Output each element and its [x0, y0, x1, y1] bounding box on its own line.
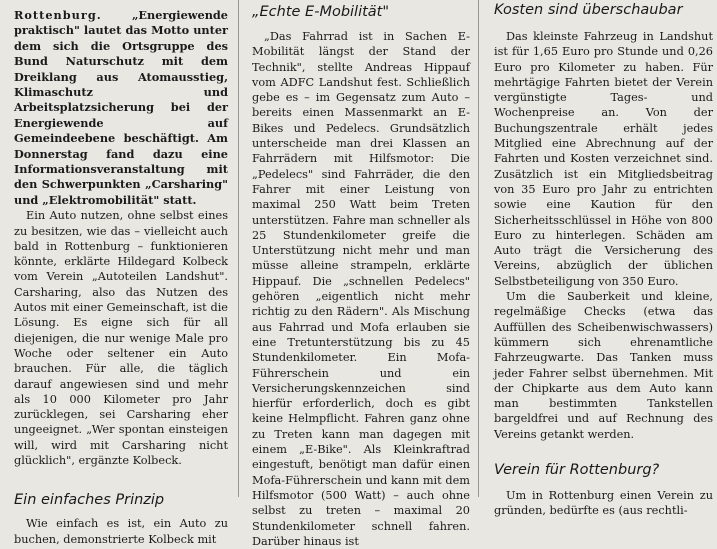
dateline: Rottenburg. [14, 8, 102, 22]
column-1 [0, 0, 233, 546]
body-paragraph: Das kleinste Fahrzeug in Landshut ist für 1,65 Euro pro Stunde und 0,26 Euro pro Kilometer zu haben. Für mehrtägige Fahrten bietet der Verein vergünstigte Tages- und Wochenpreise an. Von der Buchungszentrale erhält jedes Mitglied eine Abrechnung auf der Fahrten und Kosten verzeichnet sind. Zusätzlich ist ein Mitgliedsbeitrag von 35 Euro pro Jahr zu entrichten sowie eine Kaution für den Sicherheitsschlüssel in Höhe von 800 Euro zu hinterlegen. Schäden am Auto trägt die Versicherung des Vereins, abzüglich der üblichen Selbstbeteiligung von 350 Euro. [494, 30, 713, 288]
section-heading: „Echte E-Mobilität" [252, 4, 390, 20]
column-divider [478, 0, 479, 497]
section-heading: Verein für Rottenburg? [494, 462, 660, 479]
body-paragraph: Ein Auto nutzen, ohne selbst eines zu besitzen, wie das – vielleicht auch bald in Rottenburg – funktionieren könnte, erklärte Hildegard Kolbeck vom Verein „Autoteilen Landshut". Carsharing, also das Nutzen des Autos mit einer Gemeinschaft, ist die Lösung. Es eigne sich für all diejenigen, die nur wenige Male pro Woche oder seltener ein Auto brauchen. Für alle, die täglich darauf angewiesen sind und mehr als 10 000 Kilometer pro Jahr zurücklegen, sei Carsharing eher ungeeignet. „Wer spontan einsteigen will, wird mit Carsharing nicht glücklich", ergänzte Kolbeck. [14, 209, 228, 468]
body-paragraph: Um in Rottenburg einen Verein zu gründen, bedürfte es (aus rechtli- [494, 489, 713, 518]
lead-paragraph [14, 8, 228, 208]
lead-text: „Energiewende praktisch" lautet das Motto unter dem sich die Ortsgruppe des Bund Naturschutz mit dem Dreiklang aus Atomausstieg, Klimaschutz und Arbeitsplatzsicherung bei der Energiewende auf Gemeindeebene beschäftigt. Am Donnerstag fand dazu eine Informationsveranstaltung mit den Schwerpunkten „Carsharing" und „Elektromobilität" statt. [14, 8, 228, 207]
body-paragraph: Wie einfach es ist, ein Auto zu buchen, demonstrierte Kolbeck mit [14, 517, 228, 546]
column-2 [242, 0, 474, 548]
section-heading: Ein einfaches Prinzip [14, 492, 165, 509]
body-paragraph: Um die Sauberkeit und kleine, regelmäßige Checks (etwa das Auffüllen des Scheibenwischwassers) kümmern sich ehrenamtliche Fahrzeugwarte. Das Tanken muss jeder Fahrer selbst übernehmen. Mit der Chipkarte aus dem Auto kann man bestimmten Tankstellen bargeldfrei und auf Rechnung des Vereins getankt werden. [494, 290, 713, 441]
column-3 [482, 0, 717, 518]
section-heading: Kosten sind überschaubar [494, 2, 683, 18]
body-paragraph: „Das Fahrrad ist in Sachen E-Mobilität längst der Stand der Technik", stellte Andreas Hippauf vom ADFC Landshut fest. Schließlich gebe es – im Gegensatz zum Auto – bereits einen Massenmarkt an E-Bikes und Pedelecs. Grundsätzlich unterscheide man drei Klassen an Fahrrädern mit Hilfsmotor: Die „Pedelecs" sind Fahrräder, die den Fahrer mit einer Leistung von maximal 250 Watt beim Treten unterstützen. Fahre man schneller als 25 Stundenkilometer greife die Unterstützung nicht mehr und man müsse alleine strampeln, erklärte Hippauf. Die „schnellen Pedelecs" gehören „eigentlich nicht mehr richtig zu den Rädern". Als Mischung aus Fahrrad und Mofa erlauben sie eine Tretunterstützung bis zu 45 Stundenkilometer. Ein Mofa-Führerschein und ein Versicherungskennzeichen sind hierfür erforderlich, doch es gibt keine Helmpflicht. Fahren ganz ohne zu Treten kann man dagegen mit einem „E-Bike". Als Kleinkraftrad eingestuft, benötigt man dafür einen Mofa-Führerschein und kann mit dem Hilfsmotor (500 Watt) – auch ohne selbst zu treten – maximal 20 Stundenkilometer schnell fahren. Darüber hinaus ist [252, 30, 470, 548]
column-divider [238, 0, 239, 497]
